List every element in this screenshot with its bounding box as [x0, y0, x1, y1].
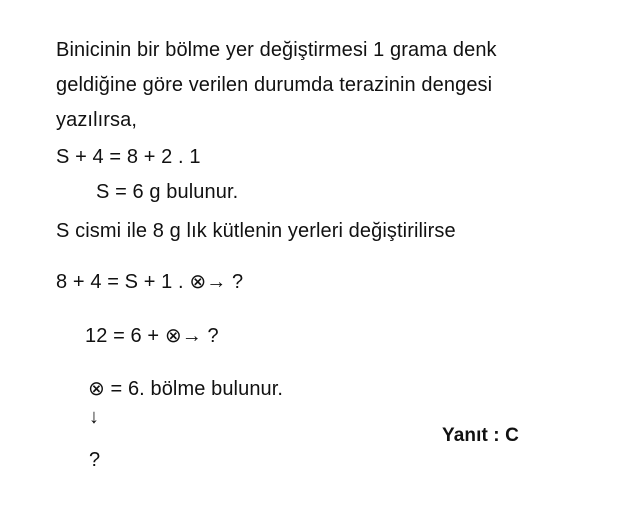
equation-balance: S + 4 = 8 + 2 . 1 [56, 146, 201, 168]
equation-swapped: 8 + 4 = S + 1 . ⊗→ ? [56, 271, 244, 293]
question-mark: ? [89, 449, 101, 471]
equation-result: S = 6 g bulunur. [96, 181, 239, 203]
intro-line-1: Binicinin bir bölme yer değiştirmesi 1 grama denk [56, 39, 497, 61]
swap-description: S cismi ile 8 g lık kütlenin yerleri değiştirilirse [56, 220, 456, 242]
equation-simplified: 12 = 6 + ⊗→ ? [85, 325, 219, 347]
equation-final: ⊗ = 6. bölme bulunur. [88, 378, 284, 400]
down-arrow: ↓ [89, 406, 100, 428]
intro-line-2: geldiğine göre verilen durumda terazinin dengesi [56, 74, 493, 96]
intro-line-3: yazılırsa, [56, 109, 138, 131]
answer-label: Yanıt : C [442, 425, 519, 446]
